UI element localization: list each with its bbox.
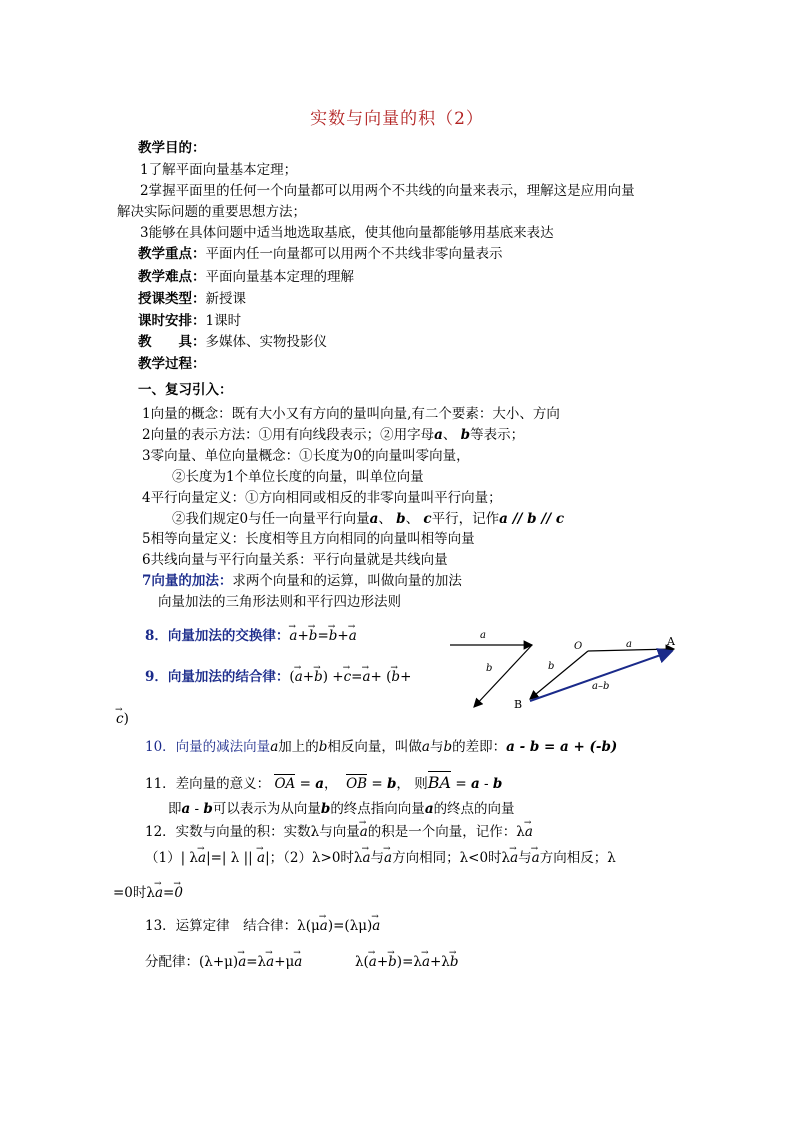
item12-props-f: 与 [518,850,532,866]
item12-props-g: 方向相反；λ [539,850,616,866]
item13-mid: )=(λμ) [327,918,373,934]
item11-text: 11．差向量的意义： [145,776,271,792]
item11-then: 则 [414,776,428,792]
item11-line2-tail: 的终点指向向量 [330,801,425,817]
item10-tail: 相反向量，叫做 [327,739,422,755]
dist1-b: =λ [246,954,267,970]
item11-line2: 即 [168,801,182,817]
review-item-1: 1向量的概念：既有大小又有方向的量叫向量,有二个要素：大小、方向 [142,406,560,422]
review-item-3: 3零向量、单位向量概念：①长度为0的向量叫零向量， [142,448,470,464]
item4b-text: ②我们规定0与任一向量平行向量 [172,511,370,527]
item8-label: 8．向量加法的交换律： [145,628,290,644]
item2-text: 2向量的表示方法：①用有向线段表示；②用字母 [142,427,435,443]
lesson-hours [138,312,241,330]
item2-a: a [434,427,443,443]
item12-props-c: |；（2）λ>0时λ [265,850,363,866]
vector-a-minus-b [530,651,672,701]
item12-props-a: （1）| λ [145,850,198,866]
process-label: 教学过程： [138,356,206,372]
label-a-left: a [480,630,486,641]
key-label: 教学重点： [138,246,206,262]
review-item-9 [145,668,411,686]
item11-line2-end: 的终点的向量 [433,801,515,817]
item2-tail: 等表示； [470,427,525,443]
item10-with: 与 [429,739,444,755]
item4-a: a [369,511,379,527]
review-item-12-props: （1）| λ→ a|=| λ || → a|；（2）λ>0时λ→ a与→ a方向相同；λ<0时λ→ a与→ a方向相反；λ [145,849,616,867]
difficulty [138,268,354,286]
review-item-12: 12．实数与向量的积：实数λ与向量→ a的积是一个向量，记作：λ→ a [145,823,533,841]
review-item-13: 13．运算定律 结合律：λ(μ→ a)=(λμ)→ a [145,917,380,935]
item11-line2-mid: 可以表示为从向量 [212,801,321,817]
review-item-5: 5相等向量定义：长度相等且方向相同的向量叫相等向量 [142,531,475,547]
objective-label: 教学目的： [138,140,206,156]
objective-3: 3能够在具体问题中适当地选取基底，使其他向量都能够用基底来表达 [140,225,554,241]
tools-text: 多媒体、实物投影仪 [205,334,327,350]
review-item-13-dist: 分配律：(λ+μ)→ a=λ→ a+μ→ a λ(→ a+→ b)=λ→ a+λ→ b [145,953,459,971]
objective-2: 2掌握平面里的任何一个向量都可以用两个不共线的向量来表示，理解这是应用向量 [140,183,635,199]
type-text: 新授课 [205,291,246,307]
dist2-b: + [376,954,389,970]
difficulty-label: 教学难点： [138,269,206,285]
item10-mid: 加上的 [278,739,319,755]
dist1-c: +μ [274,954,295,970]
dist2-a: λ( [354,954,369,970]
item4-b: b [396,511,406,527]
review-item-11: 11．差向量的意义： OA = a， OB = b， 则BA = a - b [145,773,503,792]
item12-text: 12．实数与向量的积：实数λ与向量 [145,824,360,840]
label-B: B [514,698,523,711]
objective-2-cont: 解决实际问题的重要思想方法； [117,204,306,220]
dist2-d: +λ [430,954,450,970]
item2-b: b [460,427,471,443]
item12-zero-a: =0时λ [113,885,155,901]
item4-tail: 平行，记作 [431,511,500,527]
review-item-9-cont: → c) [116,710,129,728]
key-point [138,245,503,263]
item11-ba: BA [427,773,452,792]
label-A: A [667,635,675,648]
review-item-8 [145,627,357,645]
item11-ob: OB [346,776,368,792]
associative-formula: (→ a+→ b) +→ c=→ a+ (→ b+ [289,669,411,685]
label-a-minus-b: a–b [592,681,610,692]
review-item-7 [142,572,462,590]
label-b-right: b [548,661,555,672]
item10-text: 10．向量的减法向量 [145,739,271,755]
review-item-4: 4平行向量定义：①方向相同或相反的非零向量叫平行向量； [142,490,502,506]
review-item-6: 6共线向量与平行向量关系：平行向量就是共线向量 [142,552,448,568]
dist-label: 分配律： [145,954,199,970]
item10-end: 的差即： [452,739,507,755]
item7-text: 求两个向量和的运算，叫做向量的加法 [232,573,462,589]
review-item-2: 2向量的表示方法：①用有向线段表示；②用字母a、 b等表示； [142,427,525,443]
difficulty-text: 平面向量基本定理的理解 [205,269,354,285]
review-item-3b: ②长度为1个单位长度的向量，叫单位向量 [172,469,424,485]
item9-label: 9．向量加法的结合律： [145,669,290,685]
label-b-left: b [486,663,493,674]
page-title: 实数与向量的积（2） [310,109,484,129]
item12-zero-b: = [163,885,175,901]
hours-label: 课时安排： [138,313,206,329]
review-item-4b: ②我们规定0与任一向量平行向量a、 b、 c平行，记作a // b // c [172,511,565,527]
review-item-7b: 向量加法的三角形法则和平行四边形法则 [158,594,401,610]
item7-label: 7向量的加法： [142,573,233,589]
review-item-12-zero: =0时λ→ a=→ 0 [113,884,183,902]
vector-b-left [474,645,532,707]
lesson-tools [138,333,327,351]
dist1-a: (λ+μ) [199,954,239,970]
key-text: 平面内任一向量都可以用两个不共线非零向量表示 [205,246,503,262]
commutative-formula: → a+→ b=→ b+→ a [289,628,356,644]
tools-label: 教 具： [138,334,206,350]
item12-tail: 的积是一个向量，记作：λ [367,824,525,840]
item12-props-d: 与 [370,850,385,866]
review-item-11b: 即a - b可以表示为从向量b的终点指向向量a的终点的向量 [168,801,515,817]
label-a-right: a [626,639,632,650]
item11-oa: OA [274,776,296,792]
review-item-10: 10．向量的减法向量a加上的b相反向量，叫做a与b的差即：a - b = a + (-b) [145,739,618,755]
type-label: 授课类型： [138,291,206,307]
item4-par: a // b // c [499,511,565,527]
item4-c: c [423,511,432,527]
review-heading: 一、复习引入： [138,382,233,398]
dist2-c: )=λ [396,954,422,970]
label-O: O [574,641,583,652]
item12-props-e: 方向相同；λ<0时λ [392,850,511,866]
item13-text: 13．运算定律 结合律：λ(μ [145,918,320,934]
item12-props-b: |=| λ || [206,850,257,866]
item10-formula: a - b = a + (-b) [506,739,618,755]
hours-text: 1课时 [205,313,242,329]
vector-diagram [440,625,690,715]
objective-1: 1了解平面向量基本定理； [140,162,298,178]
lesson-type [138,290,246,308]
